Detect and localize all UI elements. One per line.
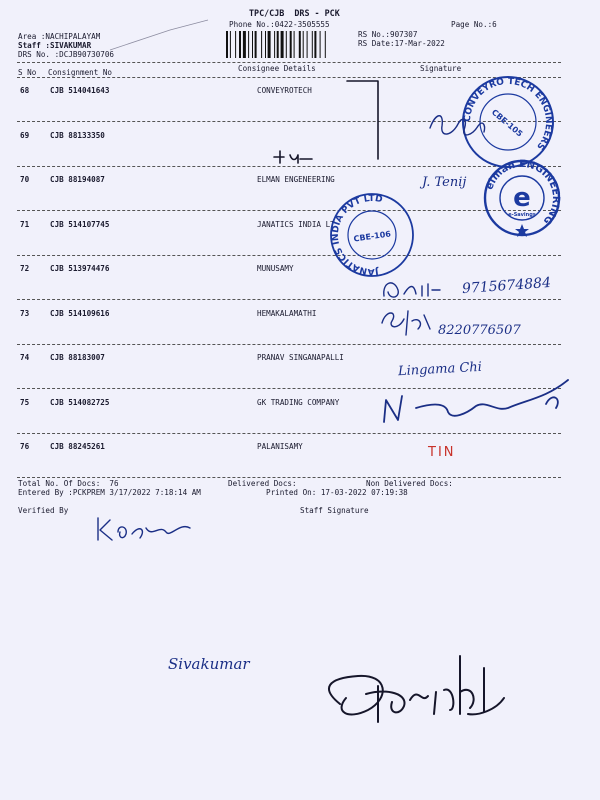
- doc-title: TPC/CJB DRS - PCK: [249, 8, 340, 18]
- row-consignee-name: ELMAN ENGENEERING: [257, 175, 335, 184]
- barcode-bar: [243, 31, 246, 58]
- column-sno: S No: [18, 68, 37, 77]
- area-label: Area :NACHIPALAYAM: [18, 32, 101, 41]
- barcode-bar: [239, 31, 241, 58]
- row-consignee-name: PRANAV SINGANAPALLI: [257, 353, 344, 362]
- column-consignee: Consignee Details: [238, 64, 316, 73]
- row-divider: [17, 344, 561, 345]
- barcode-bar: [307, 31, 308, 58]
- row-serial-number: 73: [20, 308, 30, 318]
- row-divider: [17, 433, 561, 434]
- row-divider: [17, 255, 561, 256]
- rs-date: RS Date:17-Mar-2022: [358, 39, 445, 48]
- barcode-bar: [303, 31, 304, 58]
- barcode-bar: [265, 31, 266, 58]
- row-serial-number: 72: [20, 264, 30, 273]
- drs-number: DRS No. :DCJB90730706: [18, 50, 115, 59]
- non-delivered-docs: Non Delivered Docs:: [366, 479, 453, 488]
- barcode-bar: [261, 31, 262, 58]
- row-consignment-number: CJB 514082725: [50, 397, 110, 407]
- row-consignment-number: CJB 514109616: [50, 308, 110, 318]
- staff-label: Staff :SIVAKUMAR: [18, 41, 92, 50]
- row-consignment-number: CJB 88133350: [50, 130, 105, 140]
- janatics-stamp: [327, 190, 417, 280]
- barcode-bar: [252, 31, 253, 58]
- handwriting-row72-phone: 9715674884: [461, 274, 552, 298]
- signature-row68: [428, 108, 488, 148]
- barcode-bar: [314, 31, 316, 58]
- row-serial-number: 74: [20, 353, 30, 362]
- row-consignee-name: PALANISAMY: [257, 442, 303, 451]
- row-consignment-number: CJB 88183007: [50, 353, 105, 362]
- page-number: Page No.:6: [451, 20, 497, 29]
- barcode-bar: [299, 31, 301, 58]
- handwriting-row73-phone: 8220776507: [438, 323, 521, 338]
- row-consignment-number: CJB 88245261: [50, 442, 105, 451]
- barcode-bar: [312, 31, 313, 58]
- signature-verifier: [94, 514, 194, 544]
- barcode-bar: [268, 31, 271, 58]
- row-consignee-name: GK TRADING COMPANY: [257, 397, 340, 407]
- row-serial-number: 68: [20, 86, 30, 95]
- row-consignment-number: CJB 514107745: [50, 219, 110, 229]
- barcode-bar: [230, 31, 231, 58]
- stamp-inner-text: e-Savings: [508, 212, 536, 218]
- stamp-outer-text: CONVEYRO TECH ENGINEERS: [462, 76, 554, 152]
- rs-number: RS No.:907307: [358, 30, 418, 39]
- signature-row72: [380, 276, 450, 306]
- staff-signature-label: Staff Signature: [300, 506, 369, 515]
- handwriting-staff-name: Sivakumar: [168, 655, 250, 673]
- barcode-bar: [290, 31, 292, 58]
- column-consignment: Consignment No: [48, 68, 113, 77]
- signature-row75: [376, 378, 576, 428]
- row-consignee-name: HEMAKALAMATHI: [257, 308, 317, 318]
- row-serial-number: 75: [20, 397, 30, 407]
- stamp-inner-text: CBE-106: [353, 229, 392, 244]
- column-signature: Signature: [420, 64, 462, 73]
- header-divider-top: [17, 62, 561, 63]
- barcode-bar: [235, 31, 236, 58]
- barcode: [226, 31, 350, 58]
- row-consignee-name: CONVEYROTECH: [257, 86, 312, 95]
- barcode-bar: [277, 31, 279, 58]
- row-divider: [17, 299, 561, 300]
- signature-staff: [318, 648, 508, 738]
- stamp-outer-text: JANATICS INDIA PVT LTD: [330, 193, 384, 277]
- entered-by: Entered By :PCKPREM 3/17/2022 7:18:14 AM: [18, 488, 201, 497]
- printed-on: Printed On: 17-03-2022 07:19:38: [266, 488, 408, 497]
- row-divider: [17, 477, 561, 478]
- row-consignee-name: MUNUSAMY: [257, 264, 294, 273]
- barcode-bar: [325, 31, 326, 58]
- barcode-bar: [294, 31, 295, 58]
- row-consignment-number: CJB 514041643: [50, 86, 110, 95]
- signature-row73: [378, 305, 438, 340]
- handwriting-row70: J. Tenij: [422, 175, 467, 190]
- phone-number: Phone No.:0422-3505555: [229, 20, 330, 29]
- handwriting-row76: TIN: [428, 445, 456, 460]
- row-serial-number: 71: [20, 219, 30, 229]
- barcode-bar: [320, 31, 321, 58]
- barcode-bar: [286, 31, 287, 58]
- signature-row69: [272, 147, 332, 167]
- delivered-docs: Delivered Docs:: [228, 479, 297, 488]
- barcode-bar: [274, 31, 275, 58]
- total-docs: Total No. Of Docs: 76: [18, 479, 119, 488]
- stamp-outer-text: elman ENGINEERING: [484, 158, 562, 227]
- stamp-inner-text: CBE-105: [489, 107, 525, 139]
- row-consignment-number: CJB 88194087: [50, 175, 105, 184]
- row-consignment-number: CJB 513974476: [50, 264, 110, 273]
- barcode-bar: [255, 31, 257, 58]
- barcode-bar: [281, 31, 284, 58]
- handwriting-row74: Lingama Chi: [397, 359, 483, 380]
- verified-by: Verified By: [18, 506, 69, 515]
- pen-stroke: [110, 18, 210, 58]
- elman-logo-e: e: [513, 183, 531, 213]
- row-serial-number: 69: [20, 130, 30, 140]
- elman-stamp: [482, 158, 562, 238]
- row-consignee-name: JANATICS INDIA LT: [257, 219, 335, 229]
- bracket-mark: [345, 75, 385, 165]
- row-divider: [17, 210, 561, 211]
- barcode-bar: [248, 31, 249, 58]
- row-serial-number: 70: [20, 175, 30, 184]
- row-serial-number: 76: [20, 442, 30, 451]
- barcode-bar: [226, 31, 228, 58]
